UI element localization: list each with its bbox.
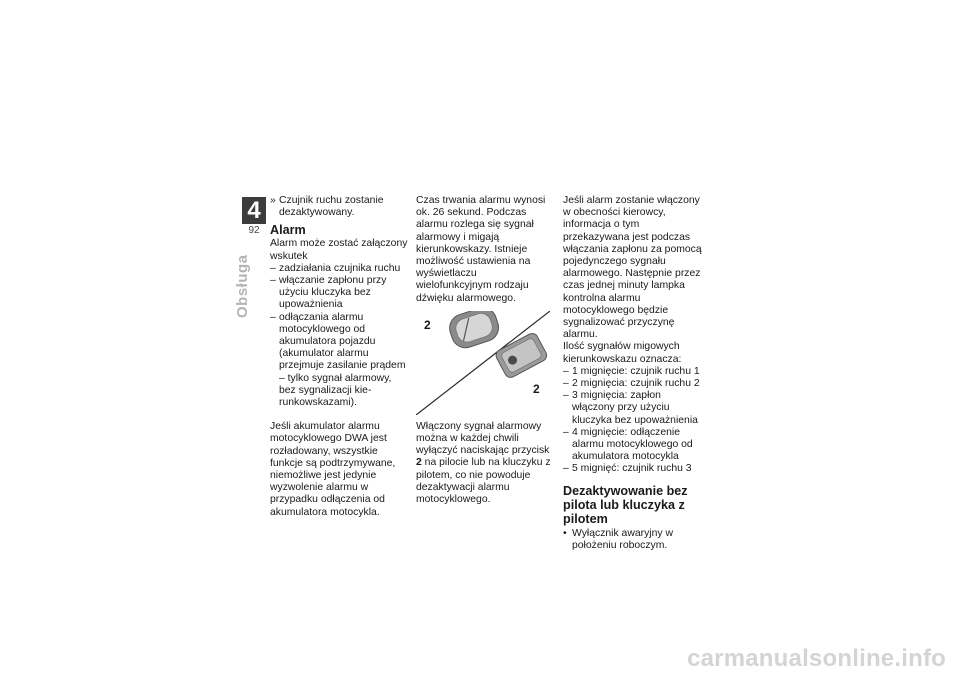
result-arrow-icon: »: [270, 195, 276, 206]
list-item-text: włączanie zapłonu przy użyciu kluczyka bez upoważnienia: [279, 275, 387, 311]
section-heading-alarm: Alarm: [270, 223, 306, 238]
list-item-text: 4 mignięcie: odłączenie alarmu motocyklowego od akumulatora motocykla: [572, 426, 693, 463]
dash-icon: –: [563, 365, 569, 377]
alarm-intro: Alarm może zostać załączony wskutek: [270, 238, 408, 262]
blink-count-intro: Ilość sygnałów migowych kierunkowskazu oznacza:: [563, 341, 682, 365]
section-title-vertical: Obsługa: [234, 254, 251, 318]
battery-paragraph: Jeśli akumulator alarmu motocyklowego DWA jest rozładowany, wszystkie funkcje są podtrzymywane, niemożliwe jest jedynie wyzwolenie alarmu w przypadku odłączenia od akumulatora motocykla.: [270, 421, 396, 518]
list-item-text: zadziałania czujnika ruchu: [279, 262, 401, 274]
alarm-duration-paragraph: Czas trwania alarmu wynosi ok. 26 sekund. Podczas alarmu rozlega się sygnał alarmowy i migają kierunkowskazy. Istnieje możliwość ustawienia na wyświetlaczu wielofunkcyjnym rodzaju dźwięku alarmowego.: [416, 195, 546, 304]
text-column-3: [563, 195, 703, 552]
dash-icon: –: [563, 390, 569, 402]
list-item: [270, 312, 408, 410]
list-item-text: odłączania alarmu motocyklowego od akumulatora pojazdu (akumulator alarmu przejmuje zasilanie prądem – tylko sygnał alarmowy, bez sygnalizacji kierunkowskazami).: [279, 311, 406, 409]
list-item: [270, 275, 408, 312]
alarm-cancel-paragraph: [416, 421, 554, 506]
list-item: [563, 366, 703, 378]
result-text: Czujnik ruchu zostanie dezaktywowany.: [279, 195, 384, 219]
bullet-text: Wyłącznik awaryjny w położeniu roboczym.: [572, 527, 673, 551]
figure-label-2-bottom: 2: [533, 381, 540, 396]
section-heading-deactivate: Dezaktywowanie bez pilota lub kluczyka z pilotem: [563, 483, 688, 526]
list-item-text: 2 mignięcia: czujnik ruchu 2: [572, 378, 700, 390]
list-item-text: 3 mignięcia: zapłon włączony przy użyciu kluczyka bez upoważnienia: [572, 390, 698, 426]
bullet-item: [563, 528, 703, 552]
dash-icon: –: [563, 463, 569, 475]
chapter-number-tab: 4: [242, 197, 266, 224]
bullet-icon: •: [563, 527, 567, 539]
remote-key-figure: [416, 311, 550, 415]
alarm-info-paragraph: Jeśli alarm zostanie włączony w obecności kierowcy, informacja o tym przekazywana jest podczas włączania zapłonu za pomocą pojedynczego sygnału alarmowego. Następnie przez czas jednej minuty lampka kontrolna alarmu motocyklowego będzie sygnalizować przyczynę alarmu.: [563, 195, 702, 341]
button-reference: 2: [416, 457, 422, 469]
result-item: [270, 195, 408, 219]
alarm-cancel-text-b: na pilocie lub na kluczyku z pilotem, co nie powoduje dezaktywacji alarmu motocyklowego.: [416, 457, 551, 506]
watermark: carmanualsonline.info: [687, 645, 946, 672]
list-item: [563, 378, 703, 390]
page-number: 92: [248, 225, 260, 236]
remote-key-illustration: [416, 311, 550, 415]
list-item: [563, 427, 703, 464]
dash-icon: –: [563, 426, 569, 438]
alarm-cancel-text-a: Włączony sygnał alarmowy można w każdej chwili wyłączyć naciskając przycisk: [416, 420, 550, 457]
figure-label-2-top: 2: [424, 317, 431, 332]
dash-icon: –: [270, 311, 276, 323]
list-item: [563, 463, 703, 475]
list-item: [270, 263, 408, 275]
text-column-1: [270, 195, 408, 519]
list-item: [563, 390, 703, 427]
list-item-text: 5 mignięć: czujnik ruchu 3: [572, 463, 692, 475]
dash-icon: –: [270, 275, 276, 287]
dash-icon: –: [563, 378, 569, 390]
text-column-2: [416, 195, 554, 506]
list-item-text: 1 mignięcie: czujnik ruchu 1: [572, 365, 700, 377]
dash-icon: –: [270, 262, 276, 274]
